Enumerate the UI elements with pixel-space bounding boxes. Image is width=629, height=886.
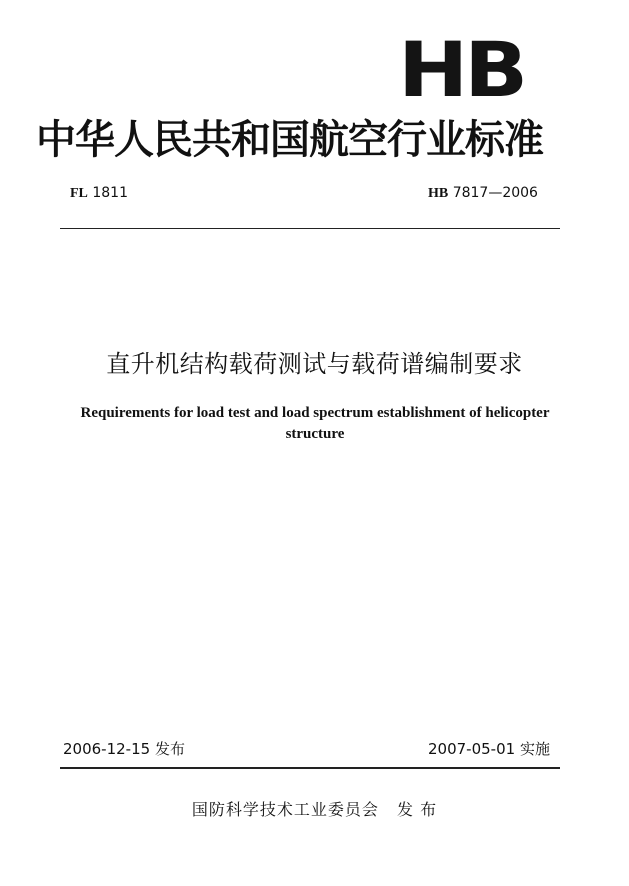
publisher-action: 发 布 xyxy=(397,800,438,819)
issue-date: 2006-12-15 发布 xyxy=(63,740,185,758)
classification-prefix: FL xyxy=(70,186,88,201)
publisher xyxy=(0,797,629,820)
hb-logo: HB xyxy=(398,25,524,115)
publisher-name: 国防科学技术工业委员会 xyxy=(191,800,379,819)
title-english: Requirements for load test and load spectrum establishment of helicopter structure xyxy=(80,405,550,442)
organization-heading: 中华人民共和国航空行业标准 xyxy=(36,117,543,163)
bottom-divider xyxy=(60,767,560,769)
standard-prefix: HB xyxy=(428,186,449,201)
classification-code xyxy=(70,185,128,202)
classification-number: 1811 xyxy=(92,185,128,201)
standard-number: 7817—2006 xyxy=(452,185,538,201)
implementation-date: 2007-05-01 实施 xyxy=(428,740,550,758)
standard-code xyxy=(428,185,538,202)
title-chinese: 直升机结构载荷测试与载荷谱编制要求 xyxy=(106,350,523,378)
top-divider xyxy=(60,228,560,229)
